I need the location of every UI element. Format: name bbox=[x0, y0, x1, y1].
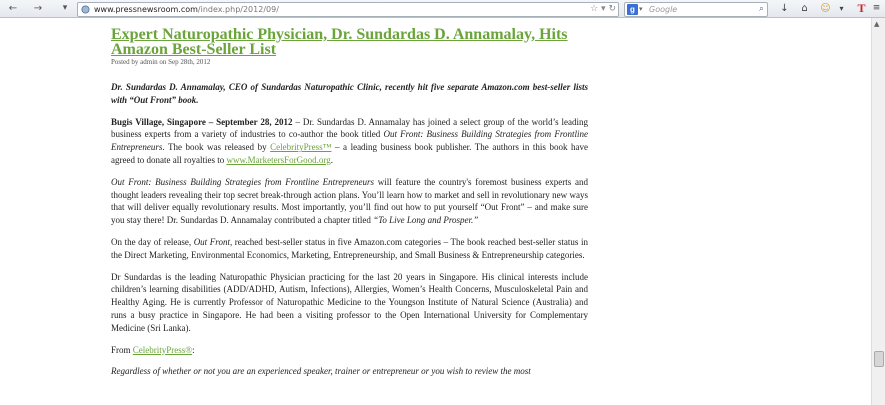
search-bar[interactable] bbox=[624, 2, 768, 17]
menu-icon[interactable]: ≡ bbox=[872, 3, 881, 13]
celebritypress-link[interactable]: CelebrityPress™ bbox=[270, 142, 332, 153]
url-bar[interactable] bbox=[77, 2, 619, 17]
url-actions bbox=[590, 3, 616, 16]
engine-dropdown-icon[interactable]: ▾ bbox=[639, 5, 643, 13]
paragraph-3: On the day of release, Out Front, reached best-seller status in five Amazon.com categories – The book reached best-seller status in the Direct Marketing, Environmental Economics, Marketing, Entrepreneurship, and Small Business & Entrepreneurship categories. bbox=[111, 236, 588, 260]
dropdown-icon[interactable]: ▾ bbox=[62, 3, 68, 13]
addon-dropdown-icon[interactable]: ▾ bbox=[839, 4, 844, 13]
paragraph-2: Out Front: Business Building Strategies from Frontline Entrepreneurs will feature the country's foremost business experts and thought leaders revealing their top secret break-through action plans. You’ll learn how to market and sell in revolutionary new ways that will deliver equally revolutionary results. Most importantly, you’ll find out how to put yourself “Out Front” – and make sure you stay there! Dr. Sundardas D. Annamalay contributed a chapter titled “To Live Long and Prosper.” bbox=[111, 176, 588, 226]
addon-smiley-icon[interactable]: ☺ bbox=[820, 3, 831, 14]
paragraph-5: From CelebrityPress®: bbox=[111, 344, 195, 355]
scroll-up-icon[interactable]: ▲ bbox=[874, 20, 880, 28]
post-meta: Posted by admin on Sep 28th, 2012 bbox=[111, 58, 211, 66]
back-arrow-icon[interactable]: ← bbox=[8, 3, 18, 14]
vertical-scrollbar[interactable] bbox=[871, 18, 885, 405]
forward-arrow-icon[interactable]: → bbox=[33, 3, 43, 14]
paragraph-6: Regardless of whether or not you are an experienced speaker, trainer or entrepreneur or you wish to review the most bbox=[111, 366, 531, 377]
url-text[interactable]: www.pressnewsroom.com/index.php/2012/09/ bbox=[94, 5, 279, 14]
bookmark-star-icon[interactable]: ☆ bbox=[590, 4, 599, 14]
addon-t-icon[interactable]: T bbox=[857, 1, 866, 15]
search-icon[interactable]: ⌕ bbox=[758, 4, 764, 14]
history-dropdown-icon[interactable]: ▾ bbox=[601, 4, 606, 14]
marketersforgood-link[interactable]: www.MarketersForGood.org bbox=[226, 154, 331, 165]
dateline: Bugis Village, Singapore – September 28, 2012 bbox=[111, 116, 293, 127]
paragraph-4: Dr Sundardas is the leading Naturopathic Physician practicing for the last 20 years in Singapore. His clinical interests include children’s learning disabilities (ADD/ADHD, Autism, Infections), Allergies, Women’s Health Concerns, Musculoskeletal Pain and Healthy Aging. He is currently Professor of Naturopathic Medicine to the Youngson Institute of Natural Science (Australia) and runs a busy practice in Singapore. He had been a visiting professor to the Open International University for Complementary Medicine (Sri Lanka). bbox=[111, 271, 588, 333]
globe-icon bbox=[81, 5, 90, 14]
lead-paragraph: Dr. Sundardas D. Annamalay, CEO of Sundardas Naturopathic Clinic, recently hit five separate Amazon.com best-seller lists with “Out Front” book. bbox=[111, 82, 588, 105]
paragraph-1: Bugis Village, Singapore – September 28, 2012 – Dr. Sundardas D. Annamalay has joined a select group of the world’s leading business experts from a variety of industries to co-author the book titled Out Front: Business Building Strategies from Frontline Entrepreneurs. The book was released by CelebrityPress™ – a leading business book publisher. The authors in this book have agreed to donate all royalties to www.MarketersForGood.org. bbox=[111, 116, 588, 165]
scroll-thumb[interactable] bbox=[874, 351, 884, 367]
reload-icon[interactable]: ↻ bbox=[608, 4, 616, 14]
home-icon[interactable]: ⌂ bbox=[801, 3, 808, 14]
download-icon[interactable]: ↓ bbox=[780, 3, 789, 14]
celebritypress-link-2[interactable]: CelebrityPress® bbox=[132, 344, 193, 355]
search-input[interactable]: Google bbox=[649, 5, 678, 14]
article bbox=[111, 19, 588, 378]
article-title[interactable]: Expert Naturopathic Physician, Dr. Sundardas D. Annamalay, Hits Amazon Best-Seller List bbox=[111, 26, 568, 58]
browser-toolbar bbox=[0, 0, 885, 18]
google-icon[interactable]: g bbox=[627, 4, 638, 15]
